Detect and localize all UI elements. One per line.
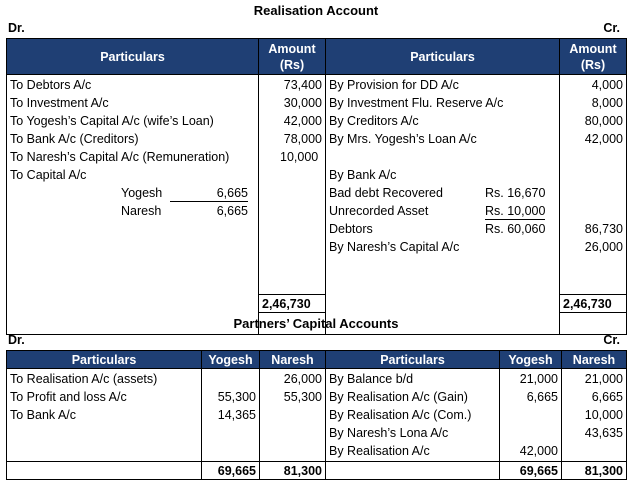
list-item: By Naresh’s Capital A/c — [329, 240, 460, 254]
capital-debit-yogesh: 55,300 14,365 — [202, 369, 260, 462]
realisation-header-amount-cr: Amount (Rs) — [560, 39, 627, 75]
capital-cr-label: Cr. — [603, 333, 620, 347]
list-item: By Creditors A/c — [329, 114, 419, 128]
realisation-header-amount-dr: Amount (Rs) — [259, 39, 326, 75]
capital-credit-yogesh: 21,000 6,665 42,000 — [500, 369, 562, 462]
realisation-header-particulars-dr: Particulars — [7, 39, 259, 75]
realisation-total-debit: 2,46,730 — [259, 295, 326, 313]
capital-header-particulars-cr: Particulars — [326, 351, 500, 369]
list-item: By Naresh’s Lona A/c — [329, 426, 449, 440]
realisation-credit-amounts: 4,000 8,000 80,000 42,000 86,730 26,000 — [560, 75, 627, 295]
capital-dr-label: Dr. — [8, 333, 25, 347]
capital-total-dr-yogesh: 69,665 — [202, 462, 260, 480]
capital-header-naresh-dr: Naresh — [260, 351, 326, 369]
capital-header-particulars-dr: Particulars — [7, 351, 202, 369]
list-item: To Bank A/c (Creditors) — [10, 132, 139, 146]
capital-split-naresh: Naresh 6,665 — [10, 202, 255, 220]
list-item: To Yogesh’s Capital A/c (wife’s Loan) — [10, 114, 214, 128]
capital-debit-particulars — [7, 369, 202, 462]
capital-total-dr-naresh: 81,300 — [260, 462, 326, 480]
bank-item: Bad debt Recovered Rs. 16,670 — [329, 186, 546, 200]
capital-header-yogesh-cr: Yogesh — [500, 351, 562, 369]
realisation-table — [6, 38, 627, 335]
realisation-cr-label: Cr. — [603, 21, 620, 35]
list-item: To Bank A/c — [10, 408, 77, 422]
realisation-dr-label: Dr. — [8, 21, 25, 35]
list-item: By Realisation A/c (Com.) — [329, 408, 472, 422]
list-item: By Mrs. Yogesh’s Loan A/c — [329, 132, 477, 146]
list-item: By Bank A/c — [329, 168, 397, 182]
list-item: To Capital A/c — [10, 168, 87, 182]
list-item: By Realisation A/c — [329, 444, 430, 458]
bank-item: Debtors Rs. 60,060 — [329, 220, 556, 238]
list-item: By Balance b/d — [329, 372, 414, 386]
list-item: To Investment A/c — [10, 96, 109, 110]
capital-credit-particulars — [326, 369, 500, 462]
capital-total-cr-naresh: 81,300 — [562, 462, 627, 480]
capital-split-yogesh: Yogesh 6,665 — [121, 186, 248, 200]
realisation-debit-particulars — [7, 75, 259, 295]
capital-title: Partners’ Capital Accounts — [233, 316, 399, 331]
realisation-debit-amounts: 73,400 30,000 42,000 78,000 10,000 — [259, 75, 326, 295]
realisation-credit-particulars — [326, 75, 560, 295]
realisation-total-credit: 2,46,730 — [560, 295, 627, 313]
bank-item: Unrecorded Asset Rs. 10,000 — [329, 204, 546, 218]
realisation-title: Realisation Account — [253, 3, 379, 18]
list-item: By Investment Flu. Reserve A/c — [329, 96, 504, 110]
list-item: To Realisation A/c (assets) — [10, 372, 158, 386]
capital-header-yogesh-dr: Yogesh — [202, 351, 260, 369]
list-item: To Debtors A/c — [10, 78, 92, 92]
list-item: To Profit and loss A/c — [10, 390, 127, 404]
list-item: To Naresh’s Capital A/c (Remuneration) — [10, 150, 230, 164]
capital-credit-naresh: 21,000 6,665 10,000 43,635 — [562, 369, 627, 462]
capital-total-cr-yogesh: 69,665 — [500, 462, 562, 480]
capital-table — [6, 350, 627, 480]
capital-header-naresh-cr: Naresh — [562, 351, 627, 369]
list-item: By Provision for DD A/c — [329, 78, 459, 92]
capital-debit-naresh: 26,000 55,300 — [260, 369, 326, 462]
realisation-header-particulars-cr: Particulars — [326, 39, 560, 75]
list-item: By Realisation A/c (Gain) — [329, 390, 468, 404]
